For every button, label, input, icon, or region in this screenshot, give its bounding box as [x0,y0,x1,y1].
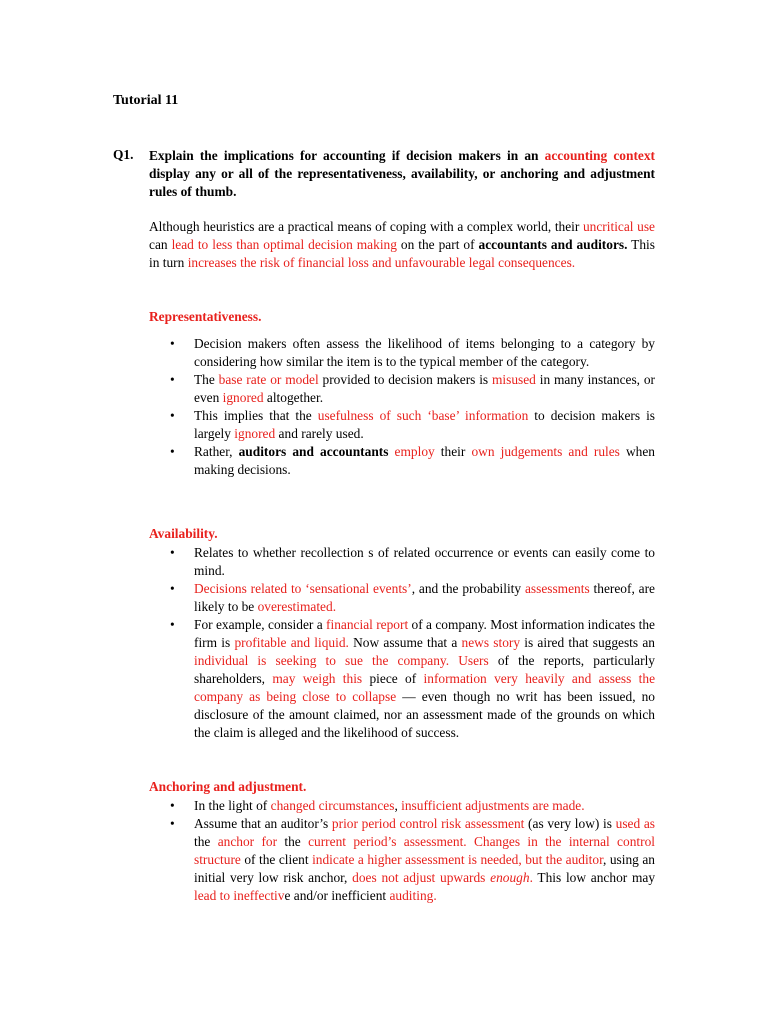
text-run: lead to ineffectiv [194,888,285,903]
text-run: to decision makers is largely [194,408,656,441]
bullet-icon: • [170,336,175,351]
text-run: Relates to whether recollection s of related occurrence or events can easily come to mind. [194,545,655,578]
text-run [449,653,458,668]
text-run: own judgements and rules [471,444,620,459]
text-run: This in turn [149,237,655,270]
section-heading-representativeness: Representativeness. [149,309,262,324]
text-run: uncritical use [582,219,655,234]
text-run: usefulness of such ‘base’ information [317,408,529,423]
text-run: may weigh this [272,671,363,686]
text-run: Now assume that a [348,635,462,650]
list-item [149,580,655,616]
text-run: Users [458,653,489,668]
text-run: of the reports, particularly shareholders, [194,653,655,686]
text-run: the [277,834,309,849]
list-item [149,616,655,742]
bullet-icon: • [170,444,175,459]
question-number: Q1. [113,147,134,162]
text-run: when making decisions. [194,444,656,477]
text-run: In the light of [194,798,271,813]
text-run: ignored [234,426,276,441]
text-run: financial report [326,617,409,632]
text-run: insufficient adjustments are made. [401,798,585,813]
bullet-icon: • [170,617,175,632]
text-run: Although heuristics are a practical means of coping with a complex world, their [149,219,583,234]
text-run: , using an initial very low risk anchor, [194,852,656,885]
text-run: on the part of [396,237,479,252]
text-run: Rather, [194,444,239,459]
bullet-icon: • [170,816,175,831]
text-run: indicate a higher assessment is needed, but the auditor [312,852,604,867]
list-item [149,815,655,905]
list-item [149,544,655,580]
text-run: Decision makers often assess the likelihood of items belonging to a category by considering how similar the item is to the typical member of the category. [194,336,655,369]
text-run: current period’s assessment. [308,834,467,849]
text-run: This low anchor may [532,870,656,885]
text-run: — even though no writ has been issued, no disclosure of the amount claimed, nor an assessment made of the grounds on which the claim is alleged and the likelihood of success. [194,689,656,740]
section-heading-anchoring: Anchoring and adjustment. [149,779,307,794]
list-item [149,407,655,443]
bullet-list-anchoring [149,797,655,905]
bullet-icon: • [170,798,175,813]
text-run: This implies that the [194,408,318,423]
text-run [467,834,474,849]
bullet-icon: • [170,581,175,596]
text-run: The [194,372,219,387]
list-item [149,335,655,371]
text-run: For example, consider a [194,617,327,632]
bullet-list-representativeness [149,335,655,479]
text-run: Assume that an auditor’s [194,816,332,831]
bullet-icon: • [170,545,175,560]
text-run: accounting context [544,148,655,163]
text-run: lead to less than optimal decision making [171,237,397,252]
text-run: (as very low) is [524,816,616,831]
bullet-icon: • [170,372,175,387]
text-run: ignored [222,390,264,405]
text-run: profitable and liquid. [234,635,349,650]
text-run: and rarely used. [275,426,364,441]
text-run: their [434,444,472,459]
text-run: piece of [362,671,424,686]
text-run: altogether. [263,390,324,405]
text-run: base rate or model [218,372,319,387]
text-run: overestimated. [257,599,337,614]
text-run: , and the probability [411,581,525,596]
text-run: enough [490,870,530,885]
text-run: auditors and accountants [238,444,389,459]
text-run: misused [491,372,536,387]
text-run: changed circumstances [270,798,395,813]
intro-paragraph [149,218,655,272]
text-run: prior period control risk assessment [331,816,525,831]
list-item [149,371,655,407]
bullet-list-availability [149,544,655,742]
text-run: of a company. Most information indicates the firm is [194,617,655,650]
text-run: thereof, are likely to be [194,581,655,614]
text-run: Changes in the internal control structure [194,834,655,867]
text-run: assessments [524,581,590,596]
text-run: individual is seeking to sue the company. [194,653,450,668]
text-run: Decisions related to ‘sensational events’ [194,581,412,596]
page-title: Tutorial 11 [113,93,179,108]
text-run: e and/or inefficient [284,888,390,903]
section-heading-availability: Availability. [149,526,218,541]
text-run: the [194,834,218,849]
text-run: used as [615,816,655,831]
text-run: provided to decision makers is [318,372,492,387]
text-run: increases the risk of financial loss and unfavourable legal consequences. [187,255,576,270]
text-run: information very heavily and assess the company as being close to collapse [194,671,656,704]
text-run: , [394,798,402,813]
text-run: accountants and auditors. [478,237,628,252]
text-run: auditing. [389,888,437,903]
bullet-icon: • [170,408,175,423]
text-run: . [529,870,533,885]
text-run: of the client [240,852,313,867]
list-item [149,797,655,815]
text-run: Explain the implications for accounting if decision makers in an [149,148,545,163]
question-text [149,147,655,201]
text-run: display any or all of the representativeness, availability, or anchoring and adjustment rules of thumb. [149,166,655,199]
text-run: is aired that suggests an [520,635,655,650]
text-run: can [149,237,172,252]
text-run: in many instances, or even [194,372,656,405]
text-run: anchor for [217,834,278,849]
list-item [149,443,655,479]
text-run: does not adjust upwards [352,870,491,885]
text-run: news story [461,635,521,650]
text-run: employ [394,444,435,459]
